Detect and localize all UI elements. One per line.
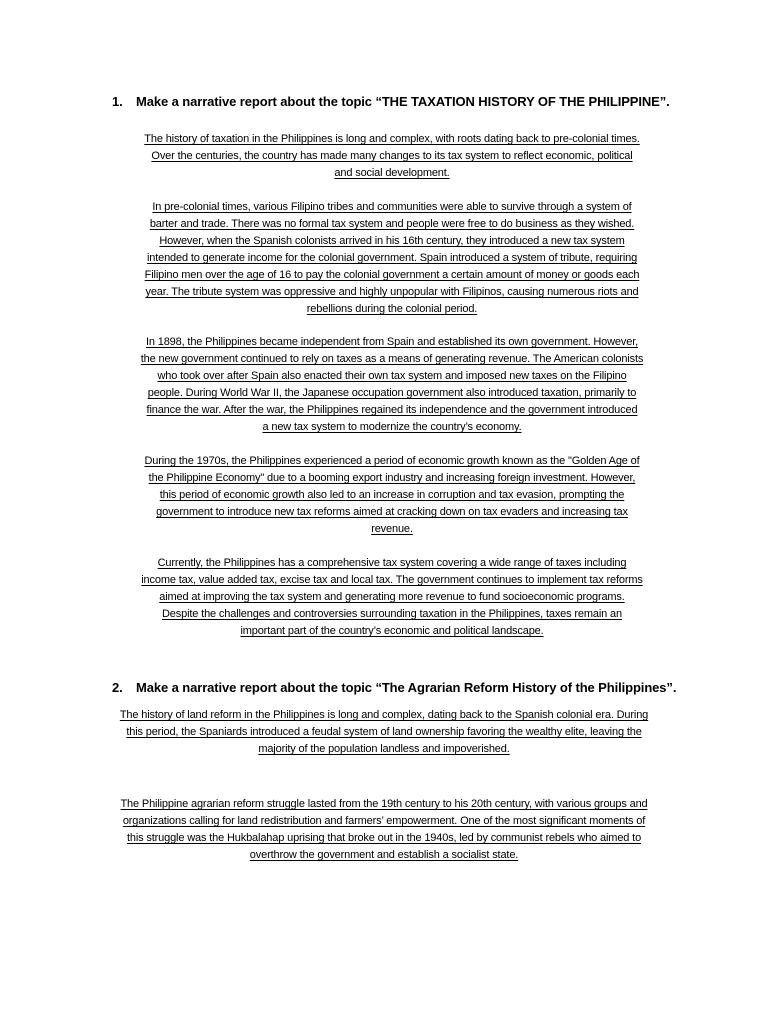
- section-1-number: 1.: [112, 94, 123, 109]
- text-line: Over the centuries, the country has made many changes to its tax system to reflect economic, political: [151, 150, 633, 162]
- text-line: Despite the challenges and controversies surrounding taxation in the Philippines, taxes remain an: [162, 608, 622, 620]
- text-line: In pre-colonial times, various Filipino tribes and communities were able to survive through a system of: [152, 201, 632, 213]
- text-line: finance the war. After the war, the Philippines regained its independence and the government introduced: [146, 404, 638, 416]
- text-line: The history of land reform in the Philippines is long and complex, dating back to the Spanish colonial era. During: [119, 709, 649, 721]
- text-line: In 1898, the Philippines became independent from Spain and established its own government. However,: [145, 336, 639, 348]
- text-line: During the 1970s, the Philippines experienced a period of economic growth known as the "Golden Age of: [144, 455, 640, 467]
- text-line: revenue.: [371, 523, 413, 535]
- text-line: who took over after Spain also enacted their own tax system and imposed new taxes on the Filipino: [157, 370, 627, 382]
- section-1-heading: [112, 94, 670, 109]
- text-line: majority of the population landless and impoverished.: [258, 743, 510, 755]
- text-line: the Philippine Economy" due to a booming export industry and increasing foreign investment. However,: [148, 472, 636, 484]
- text-line: aimed at improving the tax system and generating more revenue to fund socioeconomic programs.: [159, 591, 625, 603]
- text-line: overthrow the government and establish a socialist state.: [249, 849, 519, 861]
- section-1-paragraph-1: [112, 131, 672, 182]
- text-line: However, when the Spanish colonists arrived in his 16th century, they introduced a new tax system: [159, 235, 625, 247]
- section-1-paragraph-2: [112, 199, 672, 318]
- text-line: important part of the country’s economic and political landscape.: [240, 625, 544, 637]
- section-1-paragraph-4: [112, 453, 672, 538]
- text-line: The Philippine agrarian reform struggle lasted from the 19th century to his 20th century, with various groups and: [120, 798, 648, 810]
- text-line: government to introduce new tax reforms aimed at cracking down on tax evaders and increasing tax: [156, 506, 628, 518]
- text-line: income tax, value added tax, excise tax and local tax. The government continues to implement tax reforms: [141, 574, 643, 586]
- text-line: organizations calling for land redistribution and farmers’ empowerment. One of the most significant moments of: [122, 815, 646, 827]
- text-line: barter and trade. There was no formal tax system and people were free to do business as they wished.: [149, 218, 635, 230]
- text-line: Currently, the Philippines has a comprehensive tax system covering a wide range of taxes including: [157, 557, 627, 569]
- section-2-heading: [112, 680, 676, 695]
- text-line: the new government continued to rely on taxes as a means of generating revenue. The American colonists: [140, 353, 644, 365]
- section-2-title: Make a narrative report about the topic “The Agrarian Reform History of the Philippines”.: [136, 680, 677, 695]
- section-2-paragraph-1: [84, 707, 684, 758]
- section-1-paragraph-5: [112, 555, 672, 640]
- text-line: people. During World War II, the Japanese occupation government also introduced taxation, primarily to: [147, 387, 637, 399]
- section-1-paragraph-3: [112, 334, 672, 436]
- section-2-number: 2.: [112, 680, 123, 695]
- text-line: this struggle was the Hukbalahap uprising that broke out in the 1940s, led by communist rebels who aimed to: [126, 832, 642, 844]
- text-line: year. The tribute system was oppressive and highly unpopular with Filipinos, causing numerous riots and: [145, 286, 639, 298]
- text-line: The history of taxation in the Philippines is long and complex, with roots dating back to pre-colonial times.: [144, 133, 640, 145]
- text-line: intended to generate income for the colonial government. Spain introduced a system of tribute, requiring: [146, 252, 638, 264]
- section-2-paragraph-2: [84, 796, 684, 864]
- text-line: rebellions during the colonial period.: [306, 303, 478, 315]
- text-line: this period of economic growth also led to an increase in corruption and tax evasion, prompting the: [159, 489, 625, 501]
- section-1-title: Make a narrative report about the topic “THE TAXATION HISTORY OF THE PHILIPPINE”.: [136, 94, 670, 109]
- text-line: Filipino men over the age of 16 to pay the colonial government a certain amount of money or goods each: [144, 269, 640, 281]
- text-line: a new tax system to modernize the country’s economy.: [262, 421, 522, 433]
- text-line: and social development.: [334, 167, 450, 179]
- text-line: this period, the Spaniards introduced a feudal system of land ownership favoring the wealthy elite, leaving the: [126, 726, 642, 738]
